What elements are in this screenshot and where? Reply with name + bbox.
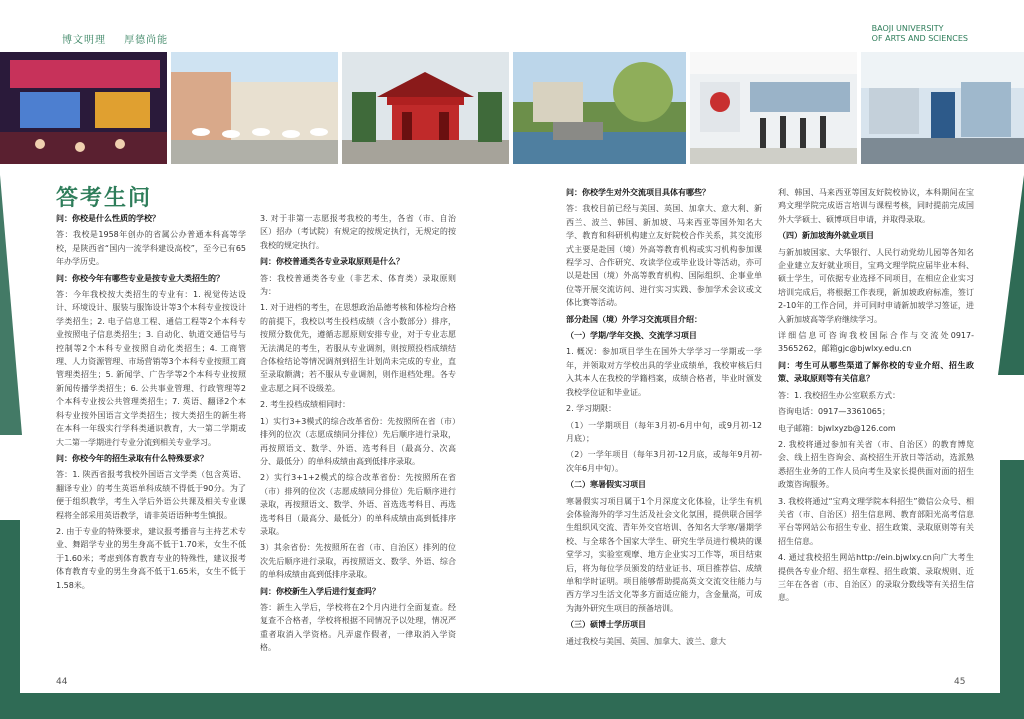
section-heading: （三）硕博士学历项目 bbox=[566, 620, 646, 630]
question: 问：你校今年有哪些专业是按专业大类招生的？ bbox=[56, 273, 224, 283]
answer-paragraph: 答：我校是1958年创办的省属公办普通本科高等学校，是陕西省“国内一流学科建设高校”，至今已有65年办学历史。 bbox=[56, 230, 246, 267]
university-name bbox=[872, 24, 968, 44]
section-heading: 部分赴国（境）外学习交流项目介绍： bbox=[566, 314, 702, 324]
decor-right-band bbox=[1000, 460, 1024, 719]
section-heading: （二）寒暑假实习项目 bbox=[566, 480, 646, 490]
photo-strip bbox=[0, 52, 1024, 164]
photo-ballet-dancers bbox=[171, 52, 338, 164]
photo-stage-event bbox=[0, 52, 167, 164]
decor-right-triangle bbox=[998, 175, 1024, 375]
answer-paragraph: 答：1. 我校招生办公室联系方式： bbox=[778, 390, 901, 400]
answer-paragraph: 答：今年我校按大类招生的专业有：1. 视觉传达设计、环境设计、服装与服饰设计等3个本科专业按设计学类招生；2. 电子信息工程、通信工程等2个本科专业按照电子信息类招生；3. 自动化、轨道交通信号与控制等2个本科专业按照自动化类招生；4. 工商管理、人力资源管理、市场营销等3个本科专业按照工商管理类招生；5. 新闻学、广告学等2个本科专业按照新闻传播学类招生；6. 公共事业管理、行政管理等2个本科专业按公共管理类招生；7. 英语、翻译2个本科专业按外国语言文学类招生；按大类招生的新生将在本科一年级实行学科类通识教育，大一第二学期或大二第一学期进行专业分流到相关专业学习。 bbox=[56, 290, 246, 447]
answer-paragraph: 利、韩国、马来西亚等国友好院校协议，本科期间在宝鸡文理学院完成语言培训与课程考核，同时提前完成国外大学硕士、硕博项目申请，并取得录取。 bbox=[778, 188, 974, 224]
answer-paragraph: 咨询电话：0917—3361065； bbox=[778, 407, 890, 417]
answer-paragraph: （2）一学年项目（每年3月初-12月底，或每年9月初-次年6月中旬）。 bbox=[566, 450, 762, 473]
answer-paragraph: 1）实行3+3模式的综合改革省份：先按照所在省（市）排列的位次（志愿成绩同分排位）先后顺序进行录取，再按照语文、数学、外语、选考科目（最高分、次高分、最低分）的单科成绩由高到低排序录取。 bbox=[260, 416, 456, 466]
answer-paragraph: 电子邮箱：bjwlxyzb@126.com bbox=[778, 423, 896, 433]
header-motto bbox=[62, 31, 182, 46]
answer-paragraph: 1. 对于进档的考生，在思想政治品德考核和体检均合格的前提下，我校以考生投档成绩（含小数部分）排序，按照分数优先，遵循志愿原则安排专业，对于专业志愿无法满足的考生，若服从专业调剂，则按照投档成绩结合体检结论等情况调剂到招生计划尚未完成的专业，直至录取额满；若不服从专业调剂，则作退档处理。各专业志愿之间不设级差。 bbox=[260, 303, 456, 393]
section-heading: （一）学期/学年交换、交流学习项目 bbox=[566, 331, 697, 341]
motto-2: 厚德尚能 bbox=[124, 35, 169, 46]
right-column-1 bbox=[566, 186, 762, 651]
decor-left-band bbox=[0, 520, 20, 719]
answer-paragraph: 2）实行3+1+2模式的综合改革省份：先按照所在省（市）排列的位次（志愿成绩同分排位）先后顺序进行录取，再按照语文、数学、外语、首选选考科目、再选选考科目（最高分、最低分）的单科成绩由高到低排序录取。 bbox=[260, 473, 456, 536]
bottom-bar bbox=[0, 693, 1024, 719]
university-line-2: OF ARTS AND SCIENCES bbox=[871, 34, 968, 43]
answer-paragraph: 2. 考生投档成绩相同时： bbox=[260, 400, 351, 410]
question: 问：你校普通类各专业录取原则是什么？ bbox=[260, 257, 404, 267]
answer-paragraph: 答：1. 陕西省报考我校外国语言文学类（包含英语、翻译专业）的考生英语单科成绩不得低于90分。为了便于组织教学，考生入学后外语公共课及相关专业课程将全部采用英语教学，请非英语语种考生慎报。 bbox=[56, 470, 246, 520]
answer-paragraph: 3）其余省份：先按照所在省（市、自治区）排列的位次先后顺序进行录取，再按照语文、数学、外语、综合的单科成绩由高到低排序录取。 bbox=[260, 543, 456, 580]
answer-paragraph: 与新加坡国家、大华银行、人民行动党幼儿园等各知名企业建立友好就业项目，宝鸡文理学院应届毕业本科、硕士学生，可依据专业选择不同项目，在相应企业实习培训完成后，将根据工作表现，新加坡政府标准，签订2-10年的工作合同，并可同时申请新加坡学习签证，进入新加坡高等学府继续学习。 bbox=[778, 247, 974, 324]
question: 问：你校学生对外交流项目具体有哪些？ bbox=[566, 188, 710, 197]
right-column-2 bbox=[778, 186, 974, 608]
answer-paragraph: 1. 概况：参加项目学生在国外大学学习一学期或一学年，并领取对方学校出具的学业成绩单，我校审核后归入其本人在我校的学籍档案，成绩合格者，毕业时颁发我校学位证和毕业证。 bbox=[566, 347, 762, 397]
answer-paragraph: 寒暑假实习项目属于1个月深度文化体验，让学生有机会体验海外的学习生活及社会文化氛围，提供联合国学生组织风交流、青年外交官培训、各知名大学寒/暑期学校、与全球各个国家大学生、研究生学员进行模块的课堂学习，实验室观摩、地方企业实习工作等，项目结束后，将为每位学员颁发的结业证书、项目推荐信、成绩单和学时证明。项目能够帮助提高英文交流交往能力与西方学习生活文化等多方面适应能力，含金量高，可成为海外研究生项目的预备培训。 bbox=[566, 496, 762, 613]
answer-paragraph: 详细信息可咨询我校国际合作与交流处0917-3565262，邮箱gjc@bjwlxy.edu.cn bbox=[778, 331, 974, 354]
left-column-1 bbox=[56, 212, 246, 595]
photo-campus-garden bbox=[513, 52, 686, 164]
page-number-right: 45 bbox=[954, 677, 966, 687]
question: 问：你校是什么性质的学校？ bbox=[56, 214, 160, 223]
answer-paragraph: 通过我校与美国、英国、加拿大、波兰、意大 bbox=[566, 636, 726, 646]
answer-paragraph: 2. 我校将通过参加有关省（市、自治区）的教育博览会、线上招生咨询会、高校招生开放日等活动，选派熟悉招生业务的工作人员向考生及家长提供面对面的招生政策咨询服务。 bbox=[778, 439, 974, 490]
decor-left-triangle bbox=[0, 175, 22, 435]
answer-paragraph: （1）一学期项目（每年3月初-6月中旬，或9月初-12月底）； bbox=[566, 420, 762, 443]
page-number-left: 44 bbox=[56, 677, 68, 687]
answer-paragraph: 4. 通过我校招生网站http://ein.bjwlxy.cn向广大考生提供各专业介绍、招生章程、招生政策、录取规则、近三年在各省（市、自治区）的录取分数线等有关招生信息。 bbox=[778, 553, 974, 603]
photo-exhibition-hall bbox=[690, 52, 857, 164]
answer-paragraph: 3. 对于非第一志愿报考我校的考生，各省（市、自治区）招办（考试院）有规定的按规定执行，无规定的按我校的规定执行。 bbox=[260, 214, 456, 250]
university-line-1: BAOJI UNIVERSITY bbox=[871, 24, 944, 33]
answer-paragraph: 3. 我校将通过“宝鸡文理学院本科招生”微信公众号、相关省（市、自治区）招生信息网、教育部阳光高考信息平台等网站公布招生专业、招生政策、录取原则等有关招生信息。 bbox=[778, 496, 974, 546]
photo-red-pavilion bbox=[342, 52, 509, 164]
question: 问：你校今年的招生录取有什么特殊要求？ bbox=[56, 453, 208, 463]
answer-paragraph: 答：我校普通类各专业（非艺术、体育类）录取原则为： bbox=[260, 273, 456, 297]
left-column-2 bbox=[260, 212, 456, 658]
motto-1: 博文明理 bbox=[62, 35, 106, 46]
answer-paragraph: 2. 学习期限： bbox=[566, 404, 617, 414]
question: 问：你校新生入学后进行复查吗？ bbox=[260, 586, 380, 596]
question: 问：考生可从哪些渠道了解你校的专业介绍、招生政策、录取原则等有关信息？ bbox=[778, 360, 974, 384]
answer-paragraph: 2. 由于专业的特殊要求，建议报考播音与主持艺术专业、舞蹈学专业的男生身高不低于1.70米，女生不低于1.60米；考虑到体育教育专业的特殊性，建议报考体育教育专业的男生身高不低于1.65米，女生不低于1.58米。 bbox=[56, 526, 246, 590]
section-heading: （四）新加坡海外就业项目 bbox=[778, 231, 874, 241]
answer-paragraph: 答：新生入学后，学校将在2个月内进行全面复查。经复查不合格者，学校将根据不同情况予以处理，情况严重者取消入学资格。凡弄虚作假者，一律取消入学资格。 bbox=[260, 602, 456, 653]
answer-paragraph: 答：我校目前已经与美国、英国、加拿大、意大利、新西兰、波兰、韩国、新加坡、马来西亚等国外知名大学、教育和科研机构建立友好院校合作关系，其交流形式主要是赴国（境）外高等教育机构或实习机构参加课程学习、合作研究、攻读学位或毕业设计等活动，亦可以是赴国（境）外高等教育机构、国际组织、企事业单位等开展交流访问、进行实习实践、参加学术会议或文体比赛等活动。 bbox=[566, 204, 762, 308]
photo-laboratory bbox=[861, 52, 1024, 164]
page-title: 答考生问 bbox=[56, 186, 153, 211]
